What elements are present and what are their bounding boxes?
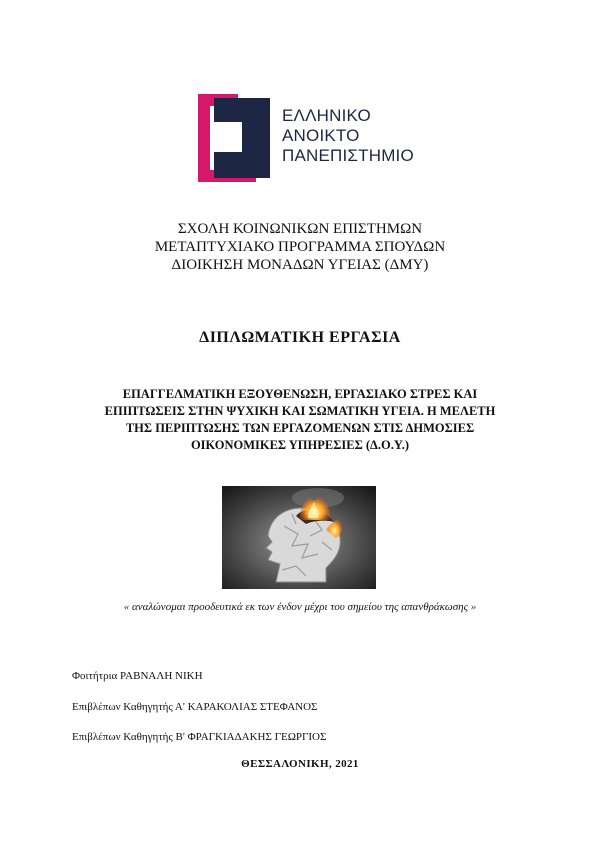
university-name — [282, 106, 414, 166]
university-name-line-3: ΠΑΝΕΠΙΣΤΗΜΙΟ — [282, 146, 414, 165]
burnout-head-illustration — [222, 486, 376, 589]
place-and-year: ΘΕΣΣΑΛΟΝΙΚΗ, 2021 — [241, 758, 359, 770]
supervisor-a: Επιβλέπων Καθηγητής Α' ΚΑΡΑΚΟΛΙΑΣ ΣΤΕΦΑΝΟΣ — [72, 701, 318, 713]
logo-navy-block — [214, 98, 270, 178]
thesis-title-line-4: ΟΙΚΟΝΟΜΙΚΕΣ ΥΠΗΡΕΣΙΕΣ (Δ.Ο.Υ.) — [190, 438, 410, 452]
university-logo-emblem-icon — [196, 92, 276, 184]
epigraph-quote: « αναλώνομαι προοδευτικά εκ των ένδον μέχρι του σημείου της απανθράκωσης » — [123, 601, 477, 613]
thesis-title — [60, 386, 540, 454]
burning-head-icon — [222, 486, 376, 589]
university-name-line-1: ΕΛΛΗΝΙΚΟ — [282, 106, 371, 125]
specialization-name: ΔΙΟΙΚΗΣΗ ΜΟΝΑΔΩΝ ΥΓΕΙΑΣ (ΔΜΥ) — [171, 257, 429, 273]
thesis-title-line-3: ΤΗΣ ΠΕΡΙΠΤΩΣΗΣ ΤΩΝ ΕΡΓΑΖΟΜΕΝΩΝ ΣΤΙΣ ΔΗΜΟΣΙΕΣ — [125, 421, 475, 435]
school-name: ΣΧΟΛΗ ΚΟΙΝΩΝΙΚΩΝ ΕΠΙΣΤΗΜΩΝ — [177, 221, 423, 237]
student-name: Φοιτήτρια ΡΑΒΝΑΛΗ ΝΙΚΗ — [72, 670, 203, 682]
document-type: ΔΙΠΛΩΜΑΤΙΚΗ ΕΡΓΑΣΙΑ — [199, 329, 401, 346]
program-name: ΜΕΤΑΠΤΥΧΙΑΚΟ ΠΡΟΓΡΑΜΜΑ ΣΠΟΥΔΩΝ — [154, 239, 446, 255]
university-name-line-2: ΑΝΟΙΚΤΟ — [282, 126, 360, 145]
thesis-title-line-1: ΕΠΑΓΓΕΛΜΑΤΙΚΗ ΕΞΟΥΘΕΝΩΣΗ, ΕΡΓΑΣΙΑΚΟ ΣΤΡΕΣ ΚΑΙ — [122, 387, 478, 401]
university-logo — [196, 92, 416, 184]
thesis-title-line-2: ΕΠΙΠΤΩΣΕΙΣ ΣΤΗΝ ΨΥΧΙΚΗ ΚΑΙ ΣΩΜΑΤΙΚΗ ΥΓΕΙΑ. Η ΜΕΛΕΤΗ — [104, 404, 496, 418]
school-heading — [0, 220, 600, 274]
supervisor-b: Επιβλέπων Καθηγητής Β' ΦΡΑΓΚΙΑΔΑΚΗΣ ΓΕΩΡΓΙΟΣ — [72, 731, 327, 743]
